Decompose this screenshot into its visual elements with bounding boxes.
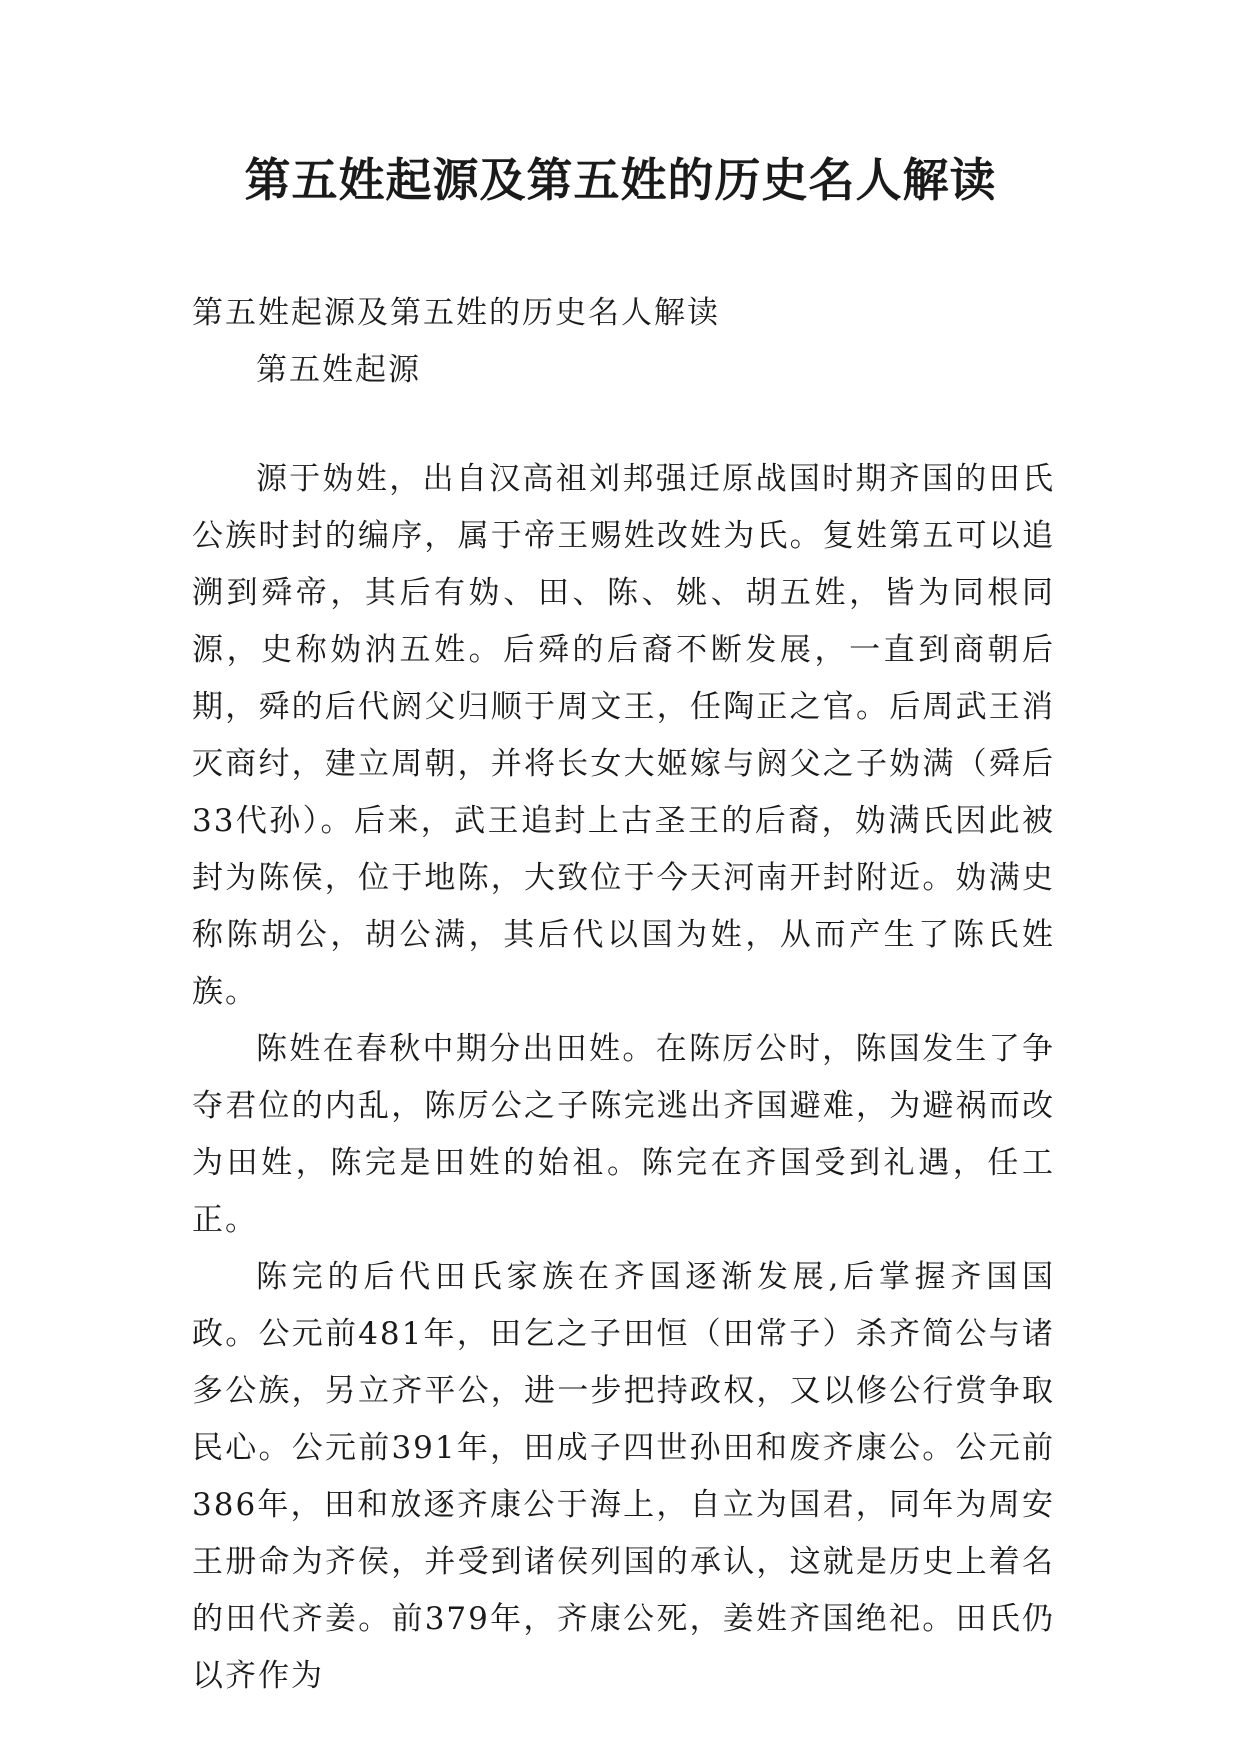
paragraph-3: 陈完的后代田氏家族在齐国逐渐发展,后掌握齐国国政。公元前481年，田乞之子田恒（田常子）杀齐简公与诸多公族，另立齐平公，进一步把持政权，又以修公行赏争取民心。公元前391年，田成子四世孙田和废齐康公。公元前386年，田和放逐齐康公于海上，自立为国君，同年为周安王册命为齐侯，并受到诸侯列国的承认，这就是历史上着名的田代齐姜。前379年，齐康公死，姜姓齐国绝祀。田氏仍以齐作为 <box>192 1259 1055 1694</box>
document-title: 第五姓起源及第五姓的历史名人解读 <box>244 153 997 207</box>
paragraph-spacer <box>192 399 1055 451</box>
section-heading: 第五姓起源 <box>256 352 421 388</box>
lead-line: 第五姓起源及第五姓的历史名人解读 <box>192 295 720 331</box>
paragraph-2: 陈姓在春秋中期分出田姓。在陈厉公时，陈国发生了争夺君位的内乱，陈厉公之子陈完逃出齐国避难，为避祸而改为田姓，陈完是田姓的始祖。陈完在齐国受到礼遇，任工正。 <box>192 1031 1055 1238</box>
document-body <box>192 285 1055 1705</box>
paragraph-1: 源于妫姓，出自汉高祖刘邦强迁原战国时期齐国的田氏公族时封的编序，属于帝王赐姓改姓为氏。复姓第五可以追溯到舜帝，其后有妫、田、陈、姚、胡五姓，皆为同根同源，史称妫汭五姓。后舜的后裔不断发展，一直到商朝后期，舜的后代阏父归顺于周文王，任陶正之官。后周武王消灭商纣，建立周朝，并将长女大姬嫁与阏父之子妫满（舜后33代孙）。后来，武王追封上古圣王的后裔，妫满氏因此被封为陈侯，位于地陈，大致位于今天河南开封附近。妫满史称陈胡公，胡公满，其后代以国为姓，从而产生了陈氏姓族。 <box>192 461 1055 1010</box>
